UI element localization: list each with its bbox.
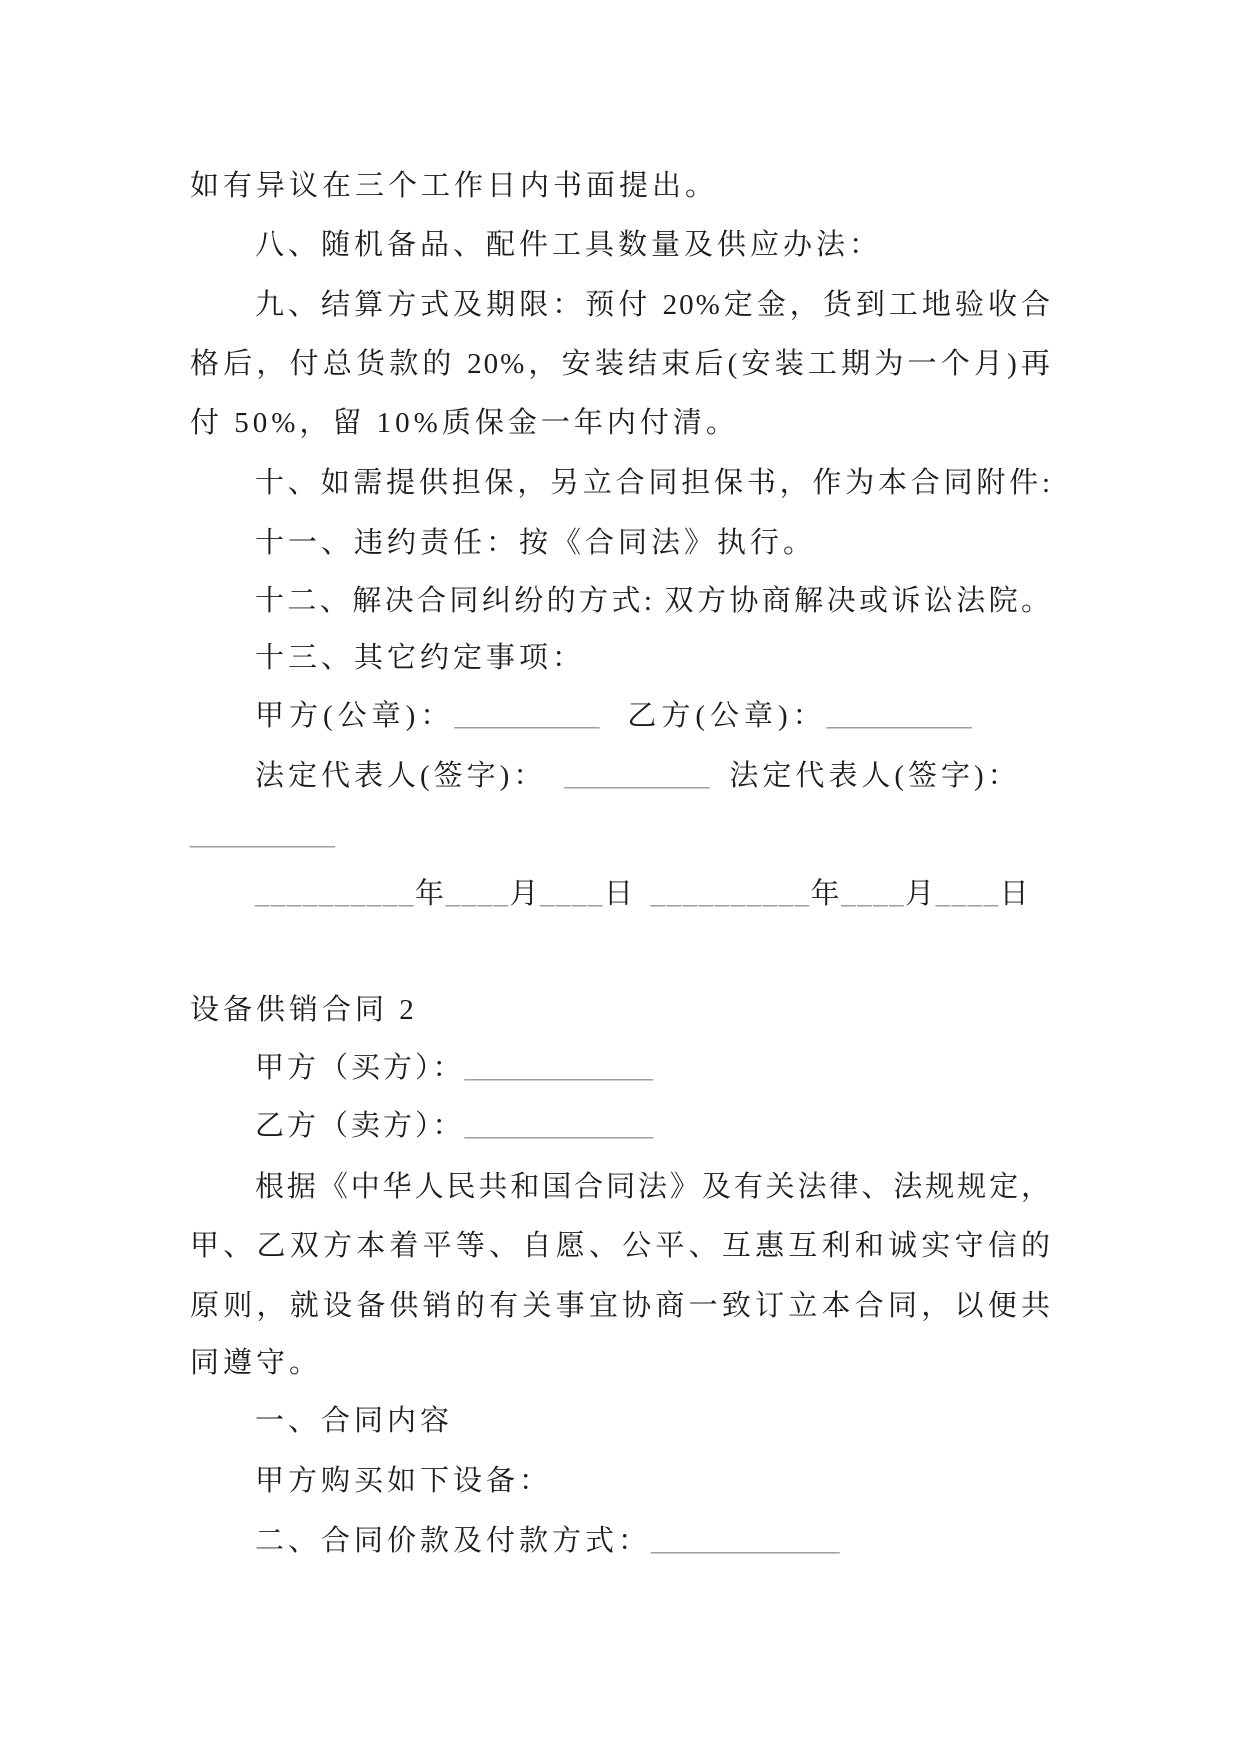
party-b-rep-blank-line [190,813,335,857]
clause-9-line-3: 付 50%，留 10%质保金一年内付清。 [190,407,739,439]
party-a-rep-blank: __________ [564,760,710,792]
date-a-year-blank: __________ [255,878,415,910]
seller-blank: _____________ [464,1110,654,1142]
objection-note: 如有异议在三个工作日内书面提出。 [190,170,719,202]
date-a-month-blank: ____ [445,878,510,910]
date-b-month: 月 [905,878,936,910]
date-b-year: 年 [810,878,842,910]
clause-10-text: 十、如需提供担保，另立合同担保书，作为本合同附件: [255,467,1052,499]
preamble-line-4: 同遵守。 [190,1347,323,1379]
date-a-month: 月 [509,878,541,910]
party-a-rep-label: 法定代表人(签字)： [255,760,547,792]
clause-13-text: 十三、其它约定事项： [255,642,586,674]
party-b-rep-label: 法定代表人(签字)： [729,760,1021,792]
section-1-heading: 一、合同内容 [255,1405,454,1437]
buyer-blank: _____________ [464,1052,654,1084]
date-b-day: 日 [999,878,1031,910]
seller-line [255,1104,653,1148]
date-b-day-blank: ____ [935,878,1000,910]
date-a-day: 日 [604,878,635,910]
party-b-seal-blank: __________ [826,700,972,732]
clause-9-line-1: 九、结算方式及期限：预付 20%定金，货到工地验收合 [255,289,1052,321]
preamble-line-1: 根据《中华人民共和国合同法》及有关法律、法规规定， [255,1171,1052,1203]
seller-label: 乙方（卖方）： [255,1110,465,1142]
party-b-seal-label: 乙方(公章)： [627,700,827,732]
date-b-year-blank: __________ [650,878,811,910]
section-2-blank: _____________ [651,1525,840,1557]
seal-signature-line [255,694,972,738]
signing-date-line [255,872,1030,916]
party-b-rep-blank: __________ [190,819,335,851]
clause-8-text: 八、随机备品、配件工具数量及供应办法： [255,229,883,261]
date-a-day-blank: ____ [540,878,605,910]
party-a-seal-blank: __________ [454,700,600,732]
preamble-line-2: 甲、乙双方本着平等、自愿、公平、互惠互利和诚实守信的 [190,1230,1052,1262]
representative-signature-line [255,754,1021,798]
contract-2-title: 设备供销合同 2 [190,994,418,1026]
date-b-month-blank: ____ [841,878,906,910]
date-a-year: 年 [415,878,446,910]
clause-9-line-2: 格后，付总货款的 20%，安装结束后(安装工期为一个月)再 [190,348,1052,380]
section-1-text: 甲方购买如下设备： [255,1465,553,1497]
section-2-line [255,1519,840,1563]
party-a-seal-label: 甲方(公章)： [255,700,455,732]
buyer-label: 甲方（买方）： [255,1052,465,1084]
section-2-label: 二、合同价款及付款方式： [255,1525,652,1557]
clause-12-text: 十二、解决合同纠纷的方式: 双方协商解决或诉讼法院。 [255,585,1052,617]
buyer-line [255,1046,653,1090]
clause-11-text: 十一、违约责任：按《合同法》执行。 [255,527,817,559]
preamble-line-3: 原则，就设备供销的有关事宜协商一致订立本合同，以便共 [190,1290,1052,1322]
